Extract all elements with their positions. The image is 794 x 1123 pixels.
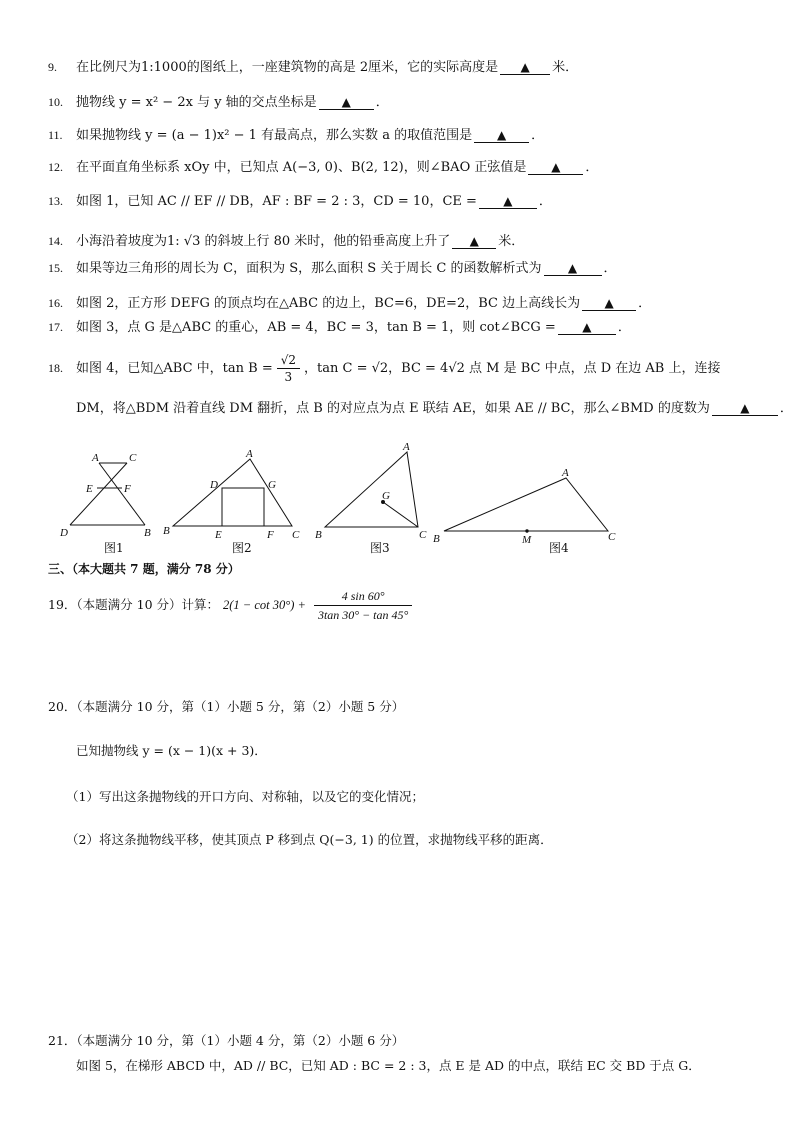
question-20-given: 已知抛物线 y = (x − 1)(x + 3)．: [76, 743, 267, 758]
triangle-abc: [173, 459, 292, 526]
triangle-abc: [444, 478, 608, 531]
figure-2: [163, 448, 300, 541]
segment-ab: [99, 463, 145, 525]
question-text: 抛物线 y = x² − 2x 与 y 轴的交点坐标是: [76, 95, 317, 110]
question-number: 13.: [48, 194, 63, 208]
label-f: F: [267, 529, 274, 541]
answer-blank: ▲: [479, 194, 537, 209]
fraction-denominator: 3: [284, 370, 293, 384]
question-number: 12.: [48, 160, 63, 174]
figure-4: [433, 467, 616, 546]
question-number: 18.: [48, 361, 63, 375]
question-text: 在平面直角坐标系 xOy 中，已知点 A(−3, 0)、B(2, 12)，则∠BAO 正弦值是: [76, 160, 527, 175]
question-tail: ．: [603, 261, 617, 276]
label-c: C: [292, 529, 300, 541]
label-m: M: [522, 534, 532, 546]
question-number: 11.: [48, 128, 63, 142]
question-tail: ．: [585, 160, 599, 175]
label-b: B: [315, 529, 322, 541]
answer-blank: ▲: [452, 234, 496, 249]
section-3-heading: 三、（本大题共 7 题，满分 78 分）: [48, 562, 240, 576]
question-21-head: 21．（本题满分 10 分，第（1）小题 4 分，第（2）小题 6 分）: [48, 1033, 405, 1048]
question-20-part2: （2）将这条抛物线平移，使其顶点 P 移到点 Q(−3, 1) 的位置，求抛物线平移的距离．: [66, 832, 553, 847]
label-a: A: [92, 452, 99, 464]
question-text: 在比例尺为1:1000的图纸上，一座建筑物的高是 2厘米，它的实际高度是: [76, 60, 499, 75]
question-20-part1: （1）写出这条抛物线的开口方向、对称轴，以及它的变化情况；: [66, 789, 424, 804]
fraction-numerator: √2: [277, 353, 300, 369]
expression-part: 2(1 − cot 30°) +: [223, 598, 306, 612]
question-tail: 米．: [498, 234, 525, 249]
question-tail: ．: [538, 194, 552, 209]
answer-blank: ▲: [319, 95, 374, 110]
answer-blank: ▲: [500, 60, 550, 75]
figure-4-caption: 图4: [549, 541, 569, 555]
label-a: A: [562, 467, 569, 479]
segment-gc: [383, 502, 418, 527]
figure-3-caption: 图3: [370, 541, 390, 555]
triangle-abc: [325, 452, 418, 527]
question-number: 16.: [48, 296, 63, 310]
figure-1: [59, 452, 151, 539]
answer-blank: ▲: [712, 401, 778, 416]
answer-blank: ▲: [582, 296, 636, 311]
question-20-head: 20．（本题满分 10 分，第（1）小题 5 分，第（2）小题 5 分）: [48, 699, 405, 714]
question-19: [48, 588, 416, 623]
question-number: 10.: [48, 95, 63, 109]
segment-cd: [70, 463, 127, 525]
question-tail: ．: [638, 296, 652, 311]
answer-blank: ▲: [558, 320, 616, 335]
answer-blank: ▲: [544, 261, 602, 276]
label-d: D: [60, 527, 68, 539]
fraction-denominator: 3tan 30° − tan 45°: [317, 608, 409, 622]
question-text-a: 如图 4，已知△ABC 中，tan B =: [76, 361, 273, 376]
label-f: F: [124, 483, 131, 495]
label-b: B: [433, 533, 440, 545]
question-text: 如果抛物线 y = (a − 1)x² − 1 有最高点，那么实数 a 的取值范围是: [76, 128, 473, 143]
question-tail: 米．: [552, 60, 579, 75]
answer-blank: ▲: [474, 128, 529, 143]
figure-1-caption: 图1: [104, 541, 124, 555]
figure-3: [315, 441, 427, 541]
question-text: 如图 1，已知 AC // EF // DB，AF : BF = 2 : 3，CD = 10，CE =: [76, 194, 477, 209]
question-tail: ．: [617, 320, 631, 335]
question-text-line2: DM，将△BDM 沿着直线 DM 翻折，点 B 的对应点为点 E 联结 AE，如果 AE // BC，那么∠BMD 的度数为: [76, 401, 710, 416]
question-text: 如果等边三角形的周长为 C，面积为 S，那么面积 S 关于周长 C 的函数解析式为: [76, 261, 542, 276]
question-text-b: ，tan C = √2，BC = 4√2 点 M 是 BC 中点，点 D 在边 AB 上，连接: [304, 361, 721, 376]
question-number: 9.: [48, 60, 57, 74]
label-d: D: [210, 479, 218, 491]
question-number: 15.: [48, 261, 63, 275]
label-g: G: [382, 490, 390, 502]
label-c: C: [608, 531, 616, 543]
question-head: 19．（本题满分 10 分）计算：: [48, 597, 220, 612]
question-number: 17.: [48, 320, 63, 334]
question-text: 如图 3，点 G 是△ABC 的重心，AB = 4，BC = 3，tan B = 1，则 cot∠BCG =: [76, 320, 556, 335]
label-c: C: [419, 529, 427, 541]
question-tail: ．: [779, 401, 793, 416]
answer-blank: ▲: [528, 160, 583, 175]
expression-fraction: [314, 588, 412, 623]
fraction-numerator: 4 sin 60°: [314, 588, 412, 606]
midpoint-m: [526, 530, 528, 532]
label-e: E: [86, 483, 93, 495]
question-tail: ．: [531, 128, 545, 143]
label-e: E: [215, 529, 222, 541]
question-tail: ．: [375, 95, 389, 110]
label-b: B: [144, 527, 151, 539]
label-a: A: [246, 448, 253, 460]
question-number: 14.: [48, 234, 63, 248]
square-defg: [222, 488, 264, 526]
question-text: 小海沿着坡度为1: √3 的斜坡上行 80 米时，他的铅垂高度上升了: [76, 234, 451, 249]
question-21-text: 如图 5，在梯形 ABCD 中，AD // BC，已知 AD : BC = 2 : 3，点 E 是 AD 的中点，联结 EC 交 BD 于点 G．: [76, 1058, 701, 1073]
label-g: G: [268, 479, 276, 491]
question-text: 如图 2，正方形 DEFG 的顶点均在△ABC 的边上，BC=6，DE=2，BC 边上高线长为: [76, 296, 581, 311]
label-b: B: [163, 525, 170, 537]
figure-2-caption: 图2: [232, 541, 252, 555]
label-c: C: [129, 452, 137, 464]
label-a: A: [403, 441, 410, 453]
